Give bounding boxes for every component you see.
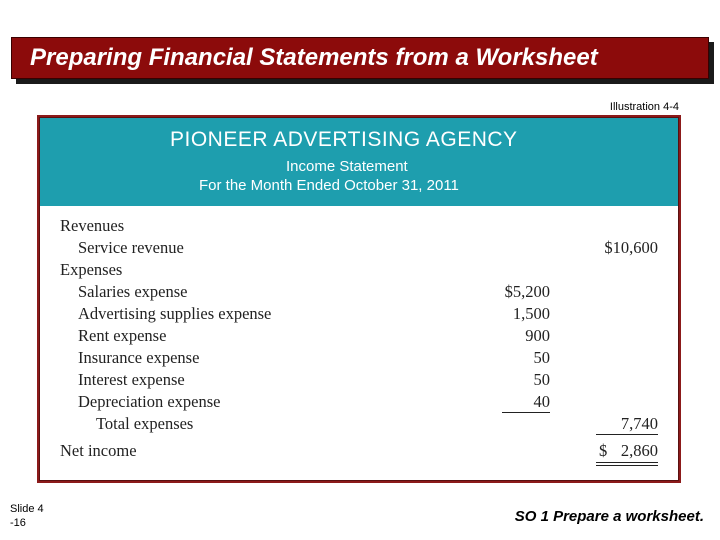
expense-amount: $5,200 [504, 282, 550, 301]
statement-name: Income Statement [286, 158, 408, 175]
expense-amount: 900 [525, 326, 550, 345]
expense-label: Salaries expense [78, 282, 188, 301]
study-objective: SO 1 Prepare a worksheet. [514, 508, 704, 525]
net-income-dollar: $ [599, 441, 608, 460]
expense-label: Advertising supplies expense [78, 304, 272, 323]
expense-label: Depreciation expense [78, 392, 221, 411]
total-expenses-label: Total expenses [96, 414, 194, 433]
total-expenses-amount: 7,740 [620, 414, 658, 433]
statement-period: For the Month Ended October 31, 2011 [199, 177, 459, 194]
expenses-label: Expenses [60, 260, 123, 279]
title-bar [11, 37, 709, 79]
income-statement [39, 117, 679, 481]
company-name: PIONEER ADVERTISING AGENCY [170, 128, 518, 151]
service-revenue-label: Service revenue [78, 238, 184, 257]
double-rule-bottom [596, 465, 658, 466]
total-rule [596, 434, 658, 435]
subtotal-rule [502, 412, 550, 413]
revenues-label: Revenues [60, 216, 125, 235]
expense-label: Rent expense [78, 326, 167, 345]
slide-title: Preparing Financial Statements from a Worksheet [30, 44, 598, 71]
service-revenue-amount: $10,600 [604, 238, 658, 257]
expense-label: Interest expense [78, 370, 185, 389]
statement-header [40, 118, 678, 206]
illustration-label: Illustration 4-4 [609, 101, 679, 113]
expense-amount: 1,500 [512, 304, 550, 323]
expense-amount: 40 [533, 392, 550, 411]
expense-label: Insurance expense [78, 348, 200, 367]
slide-number: Slide 4 -16 [10, 503, 44, 529]
expense-amount: 50 [533, 370, 550, 389]
expense-amount: 50 [533, 348, 550, 367]
net-income-label: Net income [60, 441, 137, 460]
net-income-amount: 2,860 [620, 441, 658, 460]
double-rule-top [596, 462, 658, 463]
